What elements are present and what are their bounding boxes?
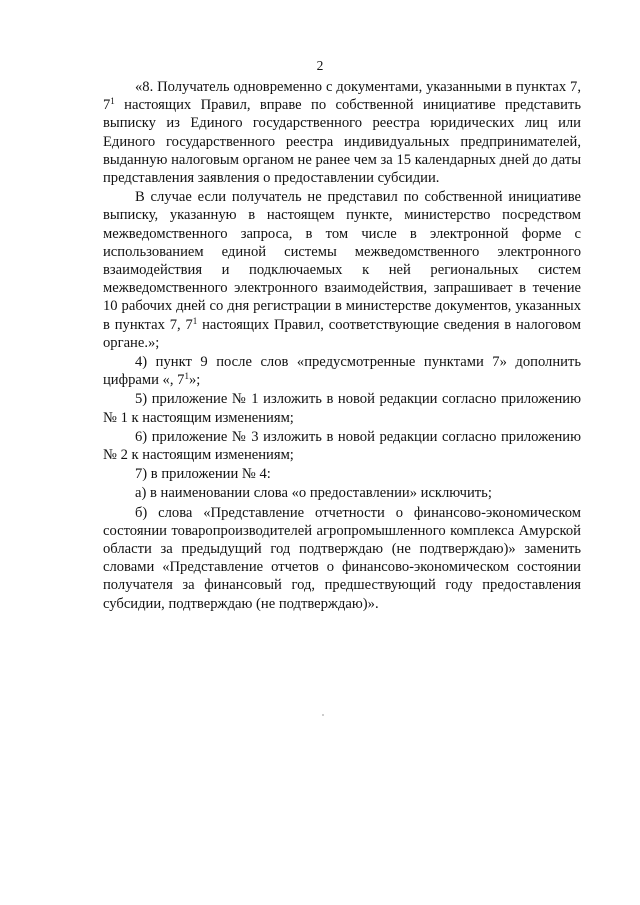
paragraph	[103, 465, 581, 483]
document-body	[103, 78, 581, 614]
text-run: В случае если получатель не представил по собственной инициативе выписку, указанную в настоящем пункте, министерство посредством межведомственного запроса, в том числе в электронной форме с использованием единой системы межведомственного электронного взаимодействия и подключаемых к ней региональных систем межведомственного электронного взаимодействия, запрашивает в течение 10 рабочих дней со дня регистрации в министерстве документов, указанных в пунктах 7, 7	[103, 189, 581, 333]
paragraph	[103, 484, 581, 502]
superscript: 1	[184, 371, 189, 382]
paragraph	[103, 353, 581, 389]
text-run: настоящих Правил, вправе по собственной инициативе представить выписку из Единого государственного реестра юридических лиц или Единого государственного реестра индивидуальных предпринимателей, выданную налоговым органом не ранее чем за 15 календарных дней до даты представления заявления о предоставлении субсидии.	[103, 97, 581, 187]
text-run: б) слова «Представление отчетности о финансово-экономическом состоянии товаропроизводителей агропромышленного комплекса Амурской области за предыдущий год подтверждаю (не подтверждаю)» заменить словами «Представление отчетов о финансово-экономическом состоянии получателя за финансовый год, предшествующий году предоставления субсидии, подтверждаю (не подтверждаю)».	[103, 504, 581, 612]
paragraph	[103, 428, 581, 464]
paragraph	[103, 188, 581, 352]
text-run: 6) приложение № 3 изложить в новой редакции согласно приложению № 2 к настоящим изменениям;	[103, 428, 581, 464]
text-run: 7) в приложении № 4:	[135, 466, 271, 483]
text-run: «8. Получатель одновременно с документами, указанными в пунктах 7, 7	[103, 79, 581, 114]
superscript: 1	[110, 96, 115, 107]
text-run: настоящих Правил, соответствующие сведения в налоговом органе.»;	[103, 316, 581, 351]
text-run: 5) приложение № 1 изложить в новой редакции согласно приложению № 1 к настоящим изменениям;	[103, 391, 581, 426]
text-run: »;	[188, 372, 201, 389]
paragraph	[103, 78, 581, 187]
text-run: 4) пункт 9 после слов «предусмотренные пунктами 7» дополнить цифрами «, 7	[103, 354, 581, 389]
page-number: 2	[316, 58, 324, 73]
paragraph	[103, 504, 581, 613]
paragraph	[103, 390, 581, 426]
superscript: 1	[192, 315, 198, 326]
text-run: а) в наименовании слова «о предоставлении» исключить;	[135, 485, 492, 502]
scan-speck	[322, 714, 324, 716]
